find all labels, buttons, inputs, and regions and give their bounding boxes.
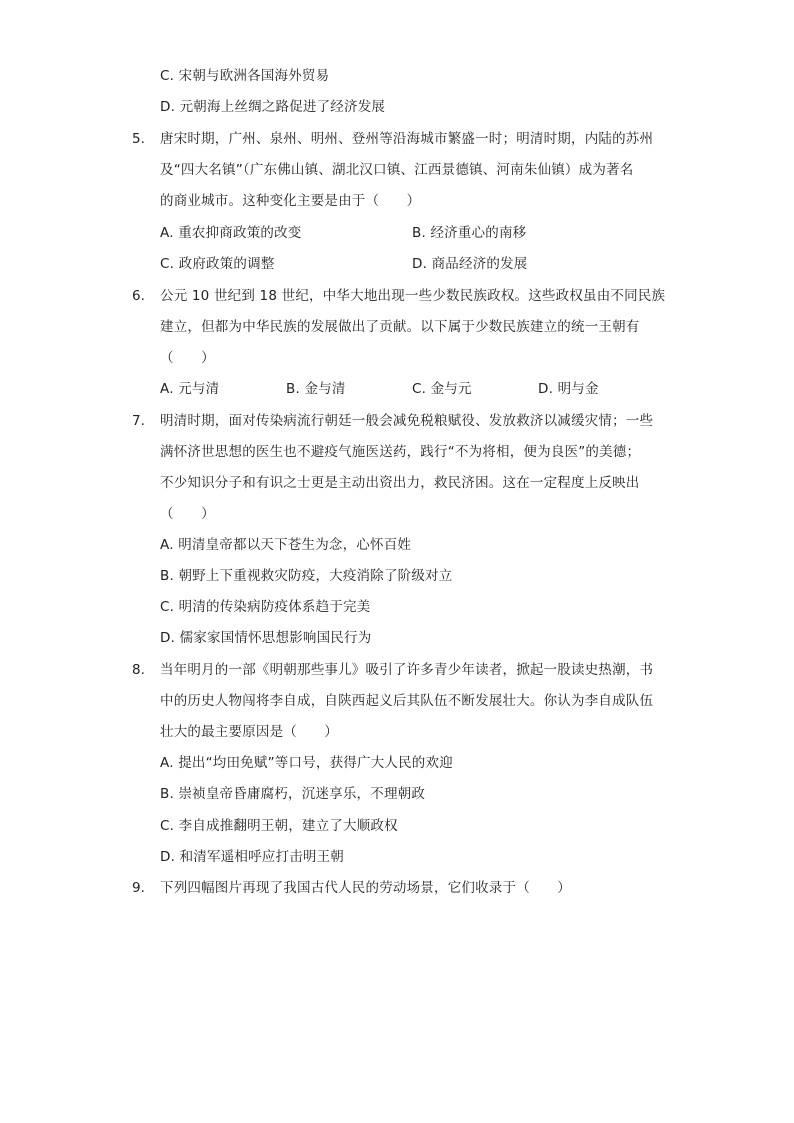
q4-option-d[interactable]: D. 元朝海上丝绸之路促进了经济发展 — [160, 99, 386, 115]
q8-stem-line-3: 壮大的最主要原因是（ ） — [160, 724, 339, 740]
q8-stem-line-1: 当年明月的一部《明朝那些事儿》吸引了许多青少年读者，掀起一股读史热潮，书 — [160, 662, 654, 678]
q5-number: 5. — [132, 131, 145, 147]
q6-stem-line-2: 建立，但都为中华民族的发展做出了贡献。以下属于少数民族建立的统一王朝有 — [160, 319, 640, 335]
q7-option-a[interactable]: A. 明清皇帝都以天下苍生为念，心怀百姓 — [160, 537, 412, 553]
q5-option-d[interactable]: D. 商品经济的发展 — [412, 256, 528, 272]
q5-stem-line-3: 的商业城市。这种变化主要是由于（ ） — [160, 193, 421, 209]
q7-option-c[interactable]: C. 明清的传染病防疫体系趋于完美 — [160, 599, 371, 615]
q7-stem-line-4: （ ） — [160, 506, 215, 522]
q5-option-b[interactable]: B. 经济重心的南移 — [412, 225, 527, 241]
q6-stem-line-3: （ ） — [160, 350, 215, 366]
q8-option-d[interactable]: D. 和清军遥相呼应打击明王朝 — [160, 849, 344, 865]
q8-option-c[interactable]: C. 李自成推翻明王朝，建立了大顺政权 — [160, 818, 398, 834]
q7-stem-line-3: 不少知识分子和有识之士更是主动出资出力，救民济困。这在一定程度上反映出 — [160, 475, 640, 491]
q8-stem-line-2: 中的历史人物闯将李自成，自陕西起义后其队伍不断发展壮大。你认为李自成队伍 — [160, 693, 654, 709]
q7-stem-line-1: 明清时期，面对传染病流行朝廷一般会减免税粮赋役、发放救济以减缓灾情；一些 — [160, 413, 654, 429]
q6-option-d[interactable]: D. 明与金 — [538, 381, 599, 397]
q5-stem-line-2: 及“四大名镇”（广东佛山镇、湖北汉口镇、江西景德镇、河南朱仙镇）成为著名 — [160, 162, 634, 178]
q5-option-a[interactable]: A. 重农抑商政策的改变 — [160, 225, 302, 241]
q7-number: 7. — [132, 413, 145, 429]
q8-number: 8. — [132, 662, 145, 678]
q8-option-b[interactable]: B. 崇祯皇帝昏庸腐朽，沉迷享乐，不理朝政 — [160, 786, 426, 802]
q7-stem-line-2: 满怀济世思想的医生也不避疫气施医送药，践行“不为将相，便为良医”的美德； — [160, 444, 641, 460]
q6-stem-line-1: 公元 10 世纪到 18 世纪，中华大地出现一些少数民族政权。这些政权虽由不同民族 — [160, 288, 666, 304]
q5-option-c[interactable]: C. 政府政策的调整 — [160, 256, 275, 272]
q7-option-d[interactable]: D. 儒家家国情怀思想影响国民行为 — [160, 630, 372, 646]
q9-number: 9. — [132, 880, 145, 896]
q6-number: 6. — [132, 288, 145, 304]
q6-option-c[interactable]: C. 金与元 — [412, 381, 472, 397]
q7-option-b[interactable]: B. 朝野上下重视救灾防疫，大疫消除了阶级对立 — [160, 568, 453, 584]
q9-stem-line-1: 下列四幅图片再现了我国古代人民的劳动场景，它们收录于（ ） — [160, 880, 571, 896]
q4-option-c[interactable]: C. 宋朝与欧洲各国海外贸易 — [160, 68, 330, 84]
q6-option-a[interactable]: A. 元与清 — [160, 381, 220, 397]
q8-option-a[interactable]: A. 提出“均田免赋”等口号，获得广大人民的欢迎 — [160, 755, 453, 771]
q5-stem-line-1: 唐宋时期，广州、泉州、明州、登州等沿海城市繁盛一时；明清时期，内陆的苏州 — [160, 131, 654, 147]
q6-option-b[interactable]: B. 金与清 — [286, 381, 346, 397]
